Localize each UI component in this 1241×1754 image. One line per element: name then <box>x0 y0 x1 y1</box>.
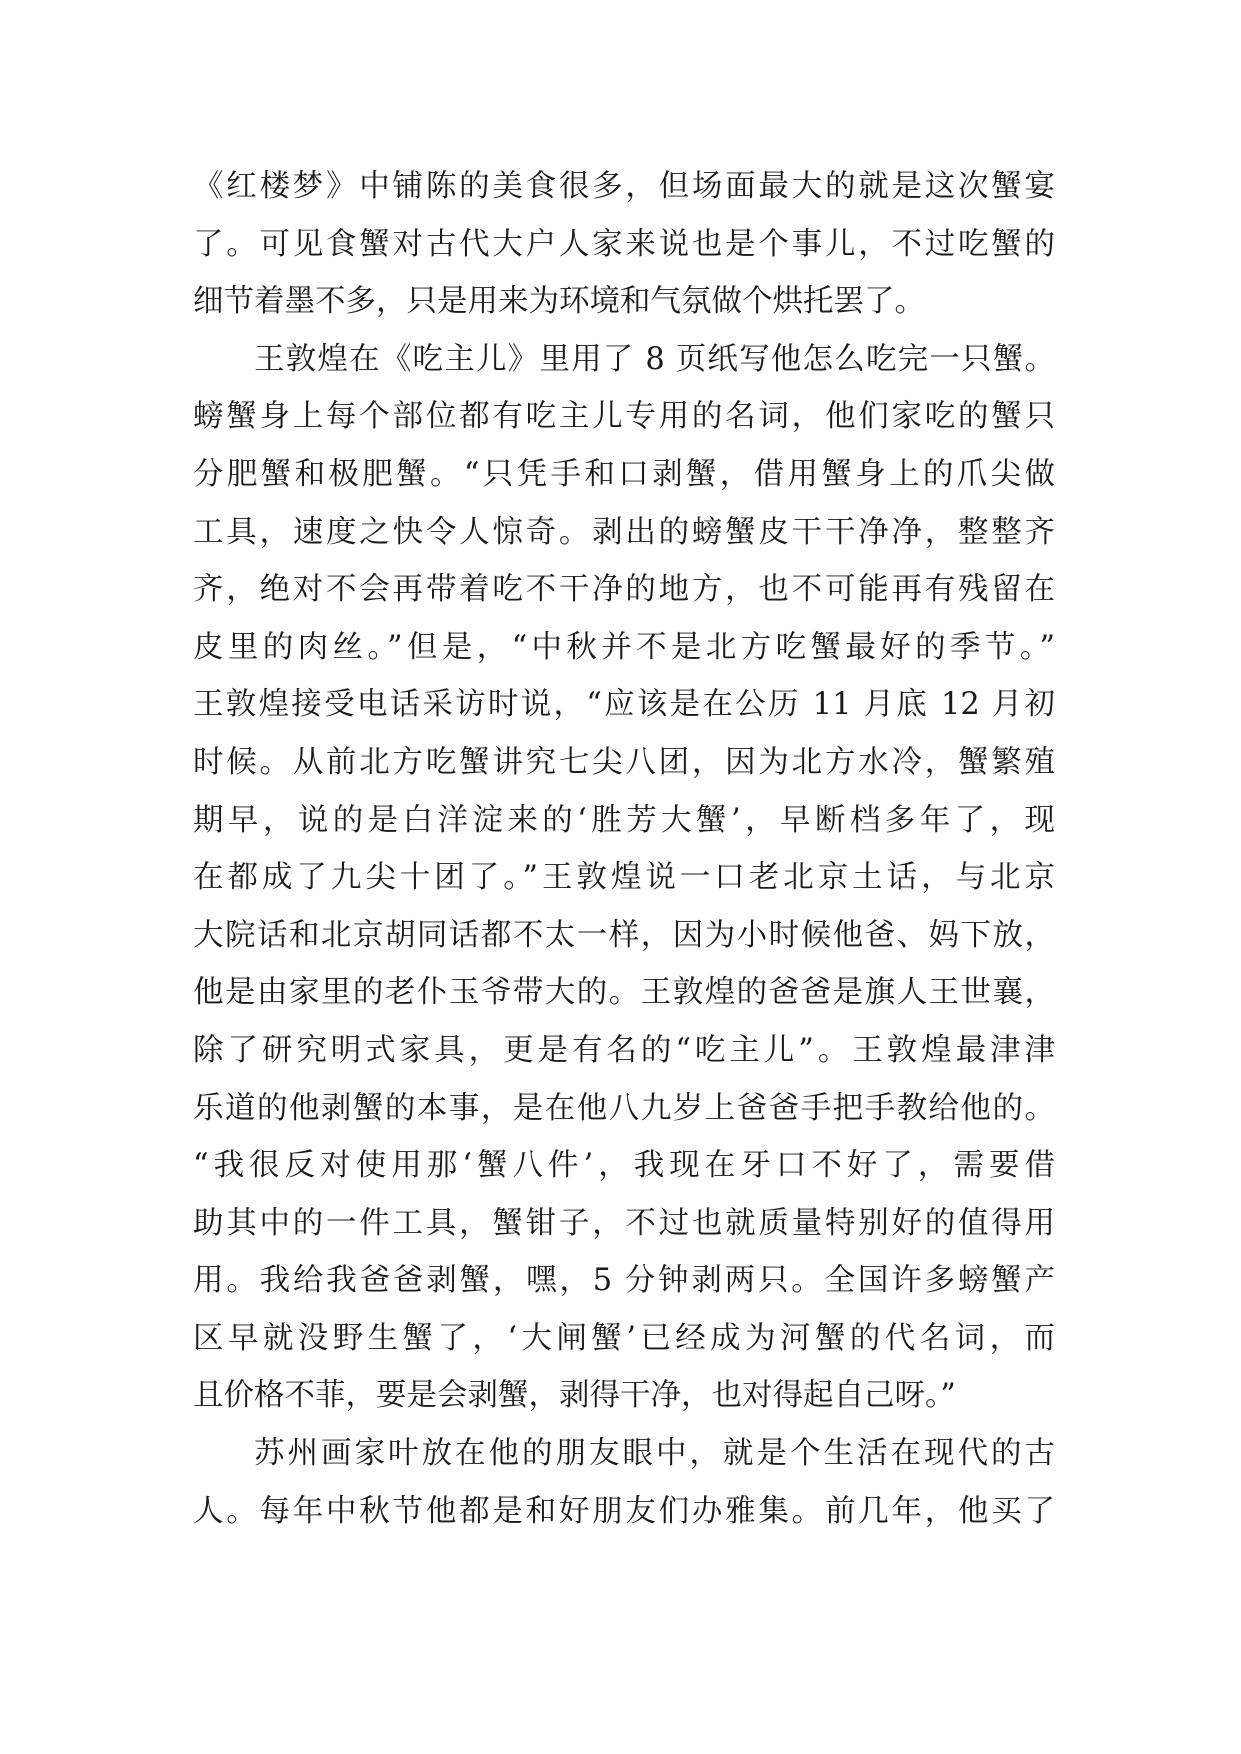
text-line: 用。我给我爸爸剥蟹，嘿，5 分钟剥两只。全国许多螃蟹产 <box>193 1263 1055 1299</box>
text-line: 细节着墨不多，只是用来为环境和气氛做个烘托罢了。 <box>193 284 925 320</box>
paragraph-first-line: 苏州画家叶放在他的朋友眼中，就是个生活在现代的古 <box>254 1436 1055 1472</box>
text-line: 区早就没野生蟹了，‘大闸蟹’已经成为河蟹的代名词，而 <box>193 1320 1055 1356</box>
text-line: 时候。从前北方吃蟹讲究七尖八团，因为北方水冷，蟹繁殖 <box>193 744 1055 780</box>
text-line: 皮里的肉丝。”但是，“中秋并不是北方吃蟹最好的季节。” <box>193 629 1055 665</box>
text-line: 分肥蟹和极肥蟹。“只凭手和口剥蟹，借用蟹身上的爪尖做 <box>193 456 1055 492</box>
text-line: 乐道的他剥蟹的本事，是在他八九岁上爸爸手把手教给他的。 <box>193 1090 1055 1126</box>
text-line: 了。可见食蟹对古代大户人家来说也是个事儿，不过吃蟹的 <box>193 226 1055 262</box>
text-line: 人。每年中秋节他都是和好朋友们办雅集。前几年，他买了 <box>193 1493 1055 1529</box>
text-line: “我很反对使用那‘蟹八件’，我现在牙口不好了，需要借 <box>193 1148 1055 1184</box>
text-line: 大院话和北京胡同话都不太一样，因为小时候他爸、妈下放， <box>193 917 1055 953</box>
text-line: 齐，绝对不会再带着吃不干净的地方，也不可能再有残留在 <box>193 572 1055 608</box>
text-line: 《红楼梦》中铺陈的美食很多，但场面最大的就是这次蟹宴 <box>193 169 1055 204</box>
text-line: 王敦煌接受电话采访时说，“应该是在公历 11 月底 12 月初 <box>193 687 1055 723</box>
text-line: 在都成了九尖十团了。”王敦煌说一口老北京土话，与北京 <box>193 860 1055 896</box>
text-line: 他是由家里的老仆玉爷带大的。王敦煌的爸爸是旗人王世襄， <box>193 975 1055 1011</box>
paragraph-first-line: 王敦煌在《吃主儿》里用了 8 页纸写他怎么吃完一只蟹。 <box>254 341 1055 377</box>
text-line: 工具，速度之快令人惊奇。剥出的螃蟹皮干干净净，整整齐 <box>193 514 1055 550</box>
text-line: 期早，说的是白洋淀来的‘胜芳大蟹’，早断档多年了，现 <box>193 802 1055 838</box>
text-line: 助其中的一件工具，蟹钳子，不过也就质量特别好的值得用 <box>193 1205 1055 1241</box>
text-line: 且价格不菲，要是会剥蟹，剥得干净，也对得起自己呀。” <box>193 1378 956 1414</box>
document-body <box>193 158 1055 1540</box>
text-line: 螃蟹身上每个部位都有吃主儿专用的名词，他们家吃的蟹只 <box>193 399 1055 435</box>
text-line: 除了研究明式家具，更是有名的“吃主儿”。王敦煌最津津 <box>193 1032 1055 1068</box>
